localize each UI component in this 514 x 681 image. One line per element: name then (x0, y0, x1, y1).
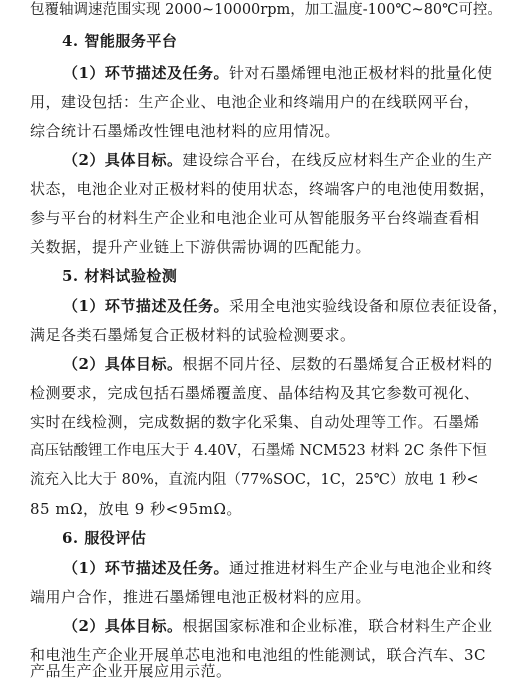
paragraph-line: 关数据，提升产业链上下游供需协调的匹配能力。 (30, 238, 372, 256)
item-text: 通过推进材料生产企业与电池企业和终 (228, 559, 493, 577)
text-line: 包覆轴调速范围实现 2000~10000rpm，加工温度-100℃~80℃可控。 (30, 2, 502, 18)
paragraph-line (63, 558, 492, 578)
paragraph-line: 满足各类石墨烯复合正极材料的试验检测要求。 (30, 326, 356, 344)
item-label: （2）具体目标。 (63, 355, 183, 373)
item-text: 针对石墨烯锂电池正极材料的批量化使 (228, 64, 493, 82)
paragraph-line: 和电池生产企业开展单芯电池和电池组的性能测试，联合汽车、3C (30, 646, 487, 664)
item-text: 建设综合平台，在线反应材料生产企业的生产 (182, 151, 493, 169)
paragraph-line: 检测要求，完成包括石墨烯覆盖度、晶体结构及其它参数可视化、 (30, 384, 480, 402)
paragraph-line (63, 616, 492, 636)
item-label: （2）具体目标。 (63, 151, 183, 169)
item-label: （2）具体目标。 (63, 617, 183, 635)
paragraph-line: 综合统计石墨烯改性锂电池材料的应用情况。 (30, 122, 341, 140)
paragraph-line: 端用户合作，推进石墨烯锂电池正极材料的应用。 (30, 588, 372, 606)
paragraph-line (63, 296, 508, 316)
paragraph-line: 状态，电池企业对正极材料的使用状态，终端客户的电池使用数据， (30, 180, 496, 198)
paragraph-line (63, 63, 492, 83)
paragraph-line: 85 mΩ，放电 9 秒<95mΩ。 (30, 500, 242, 518)
paragraph-line: 用，建设包括：生产企业、电池企业和终端用户的在线联网平台， (30, 93, 480, 111)
paragraph-line (63, 354, 492, 374)
item-label: （1）环节描述及任务。 (63, 559, 229, 577)
section-heading-6: 6. 服役评估 (62, 529, 147, 547)
section-heading-5: 5. 材料试验检测 (62, 267, 178, 285)
item-text: 根据不同片径、层数的石墨烯复合正极材料的 (182, 355, 493, 373)
item-label: （1）环节描述及任务。 (63, 297, 229, 315)
paragraph-line: 高压钴酸锂工作电压大于 4.40V，石墨烯 NCM523 材料 2C 条件下恒 (30, 443, 487, 459)
paragraph-line: 产品生产企业开展应用示范。 (30, 662, 232, 680)
paragraph-line: 实时在线检测，完成数据的数字化采集、自动处理等工作。石墨烯 (30, 413, 480, 431)
paragraph-line: 参与平台的材料生产企业和电池企业可从智能服务平台终端查看相 (30, 209, 480, 227)
item-label: （1）环节描述及任务。 (63, 64, 229, 82)
paragraph-line: 流充入比大于 80%，直流内阻（77%SOC，1C，25℃）放电 1 秒< (30, 472, 479, 488)
item-text: 采用全电池实验线设备和原位表征设备， (228, 297, 508, 315)
item-text: 根据国家标准和企业标准，联合材料生产企业 (182, 617, 493, 635)
paragraph-line (63, 150, 492, 170)
section-heading-4: 4. 智能服务平台 (62, 32, 178, 50)
